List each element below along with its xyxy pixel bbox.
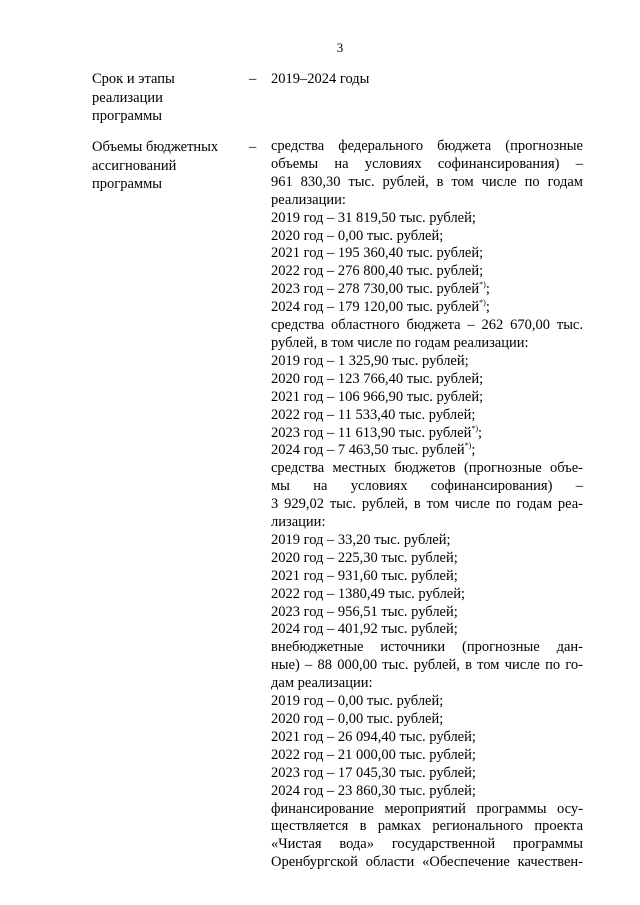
budget-line-text: ные) – 88 000,00 тыс. рублей, в том числе по го- bbox=[271, 657, 583, 674]
budget-line bbox=[271, 389, 583, 407]
budget-line bbox=[271, 729, 583, 747]
budget-line-text: 2019 год – 0,00 тыс. рублей; bbox=[271, 693, 444, 710]
budget-line bbox=[271, 407, 583, 425]
term-label-line: Срок и этапы bbox=[92, 71, 175, 87]
budget-line-text: 2021 год – 106 966,90 тыс. рублей; bbox=[271, 388, 484, 405]
budget-line-text: 2023 год – 11 613,90 тыс. рублей bbox=[271, 424, 472, 441]
budget-line bbox=[271, 711, 583, 729]
budget-line-text: 3 929,02 тыс. рублей, в том числе по годам реа- bbox=[271, 496, 583, 513]
budget-line bbox=[271, 442, 583, 460]
budget-line bbox=[271, 568, 583, 586]
budget-line bbox=[271, 138, 583, 156]
budget-line-text: дам реализации: bbox=[271, 675, 373, 692]
budget-line bbox=[271, 192, 583, 210]
budget-line-text: Оренбургской области «Обеспечение качествен- bbox=[271, 854, 583, 871]
budget-line-text: 2024 год – 179 120,00 тыс. рублей bbox=[271, 299, 480, 316]
budget-line-text: 2024 год – 401,92 тыс. рублей; bbox=[271, 621, 458, 638]
budget-line bbox=[271, 621, 583, 639]
budget-line bbox=[271, 353, 583, 371]
budget-line-text: 2022 год – 1380,49 тыс. рублей; bbox=[271, 585, 466, 602]
budget-dash: – bbox=[249, 139, 257, 155]
footnote-mark: *) bbox=[471, 423, 479, 433]
budget-line bbox=[271, 156, 583, 174]
budget-line bbox=[271, 317, 583, 335]
budget-line bbox=[271, 245, 583, 263]
budget-line-text: 961 830,30 тыс. рублей, в том числе по годам bbox=[271, 173, 583, 190]
term-label bbox=[92, 70, 242, 126]
term-value: 2019–2024 годы bbox=[271, 71, 370, 87]
budget-line bbox=[271, 818, 583, 836]
budget-line-text: 2021 год – 195 360,40 тыс. рублей; bbox=[271, 245, 484, 262]
budget-line bbox=[271, 765, 583, 783]
footnote-mark: *) bbox=[479, 280, 486, 290]
budget-line-text: средства федерального бюджета (прогнозные bbox=[271, 138, 583, 154]
budget-line bbox=[271, 460, 583, 478]
budget-line bbox=[271, 174, 583, 192]
budget-line bbox=[271, 693, 583, 711]
budget-label bbox=[92, 138, 242, 194]
budget-line-text: 2024 год – 23 860,30 тыс. рублей; bbox=[271, 782, 476, 799]
budget-line bbox=[271, 657, 583, 675]
budget-line-text: 2021 год – 931,60 тыс. рублей; bbox=[271, 567, 458, 584]
budget-line bbox=[271, 747, 583, 765]
budget-line-text: ществляется в рамках регионального проекта bbox=[271, 818, 583, 835]
budget-line-text: лизации: bbox=[271, 514, 326, 531]
budget-line bbox=[271, 586, 583, 604]
budget-line bbox=[271, 836, 583, 854]
budget-line-text: «Чистая вода» государственной программы bbox=[271, 836, 583, 853]
budget-line bbox=[271, 228, 583, 246]
budget-line-text: 2020 год – 225,30 тыс. рублей; bbox=[271, 549, 458, 566]
footnote-mark: *) bbox=[464, 441, 472, 451]
budget-label-line: программы bbox=[92, 176, 162, 192]
budget-line-text: 2019 год – 33,20 тыс. рублей; bbox=[271, 531, 451, 548]
budget-line-text: объемы на условиях софинансирования) – bbox=[271, 155, 583, 172]
budget-line bbox=[271, 639, 583, 657]
budget-line-text: внебюджетные источники (прогнозные дан- bbox=[271, 639, 583, 656]
budget-line-text: рублей, в том числе по годам реализации: bbox=[271, 334, 529, 351]
budget-label-line: Объемы бюджетных bbox=[92, 139, 219, 155]
budget-line-text: 2023 год – 278 730,00 тыс. рублей bbox=[271, 281, 480, 298]
budget-line bbox=[271, 854, 583, 872]
budget-line-text: средства областного бюджета – 262 670,00 тыс. bbox=[271, 317, 583, 334]
budget-line-text: реализации: bbox=[271, 191, 346, 208]
budget-line bbox=[271, 496, 583, 514]
budget-line bbox=[271, 550, 583, 568]
budget-line-text: средства местных бюджетов (прогнозные объе- bbox=[271, 460, 583, 477]
budget-line-tail: ; bbox=[471, 442, 476, 459]
budget-line-text: 2020 год – 0,00 тыс. рублей; bbox=[271, 711, 444, 727]
budget-line-text: 2019 год – 31 819,50 тыс. рублей; bbox=[271, 209, 476, 226]
budget-line bbox=[271, 263, 583, 281]
budget-line-text: 2021 год – 26 094,40 тыс. рублей; bbox=[271, 728, 476, 745]
budget-line-text: финансирование мероприятий программы осу- bbox=[271, 800, 583, 817]
budget-line-text: 2022 год – 11 533,40 тыс. рублей; bbox=[271, 406, 476, 423]
budget-line-text: 2020 год – 123 766,40 тыс. рублей; bbox=[271, 370, 484, 387]
budget-line-text: 2020 год – 0,00 тыс. рублей; bbox=[271, 227, 444, 244]
budget-line bbox=[271, 210, 583, 228]
budget-line bbox=[271, 514, 583, 532]
budget-line bbox=[271, 371, 583, 389]
budget-line bbox=[271, 532, 583, 550]
budget-content bbox=[271, 138, 583, 872]
budget-line bbox=[271, 478, 583, 496]
budget-line-text: 2019 год – 1 325,90 тыс. рублей; bbox=[271, 352, 469, 369]
budget-line bbox=[271, 299, 583, 317]
term-dash: – bbox=[249, 71, 257, 87]
budget-line bbox=[271, 425, 583, 443]
budget-line-tail: ; bbox=[478, 424, 483, 441]
term-label-line: программы bbox=[92, 108, 162, 124]
budget-line-text: мы на условиях софинансирования) – bbox=[271, 478, 583, 495]
budget-line-text: 2024 год – 7 463,50 тыс. рублей bbox=[271, 442, 465, 459]
budget-line bbox=[271, 675, 583, 693]
budget-line bbox=[271, 801, 583, 819]
budget-line-text: 2022 год – 276 800,40 тыс. рублей; bbox=[271, 263, 484, 280]
budget-line bbox=[271, 783, 583, 801]
budget-line-tail: ; bbox=[485, 281, 490, 298]
budget-line bbox=[271, 604, 583, 622]
budget-line bbox=[271, 281, 583, 299]
page-number: 3 bbox=[336, 40, 344, 55]
budget-line bbox=[271, 335, 583, 353]
budget-label-line: ассигнований bbox=[92, 157, 177, 174]
budget-line-text: 2023 год – 17 045,30 тыс. рублей; bbox=[271, 764, 476, 781]
term-label-line: реализации bbox=[92, 89, 163, 106]
budget-line-text: 2023 год – 956,51 тыс. рублей; bbox=[271, 603, 458, 620]
footnote-mark: *) bbox=[479, 298, 486, 308]
budget-line-text: 2022 год – 21 000,00 тыс. рублей; bbox=[271, 746, 476, 763]
budget-line-tail: ; bbox=[485, 299, 490, 316]
